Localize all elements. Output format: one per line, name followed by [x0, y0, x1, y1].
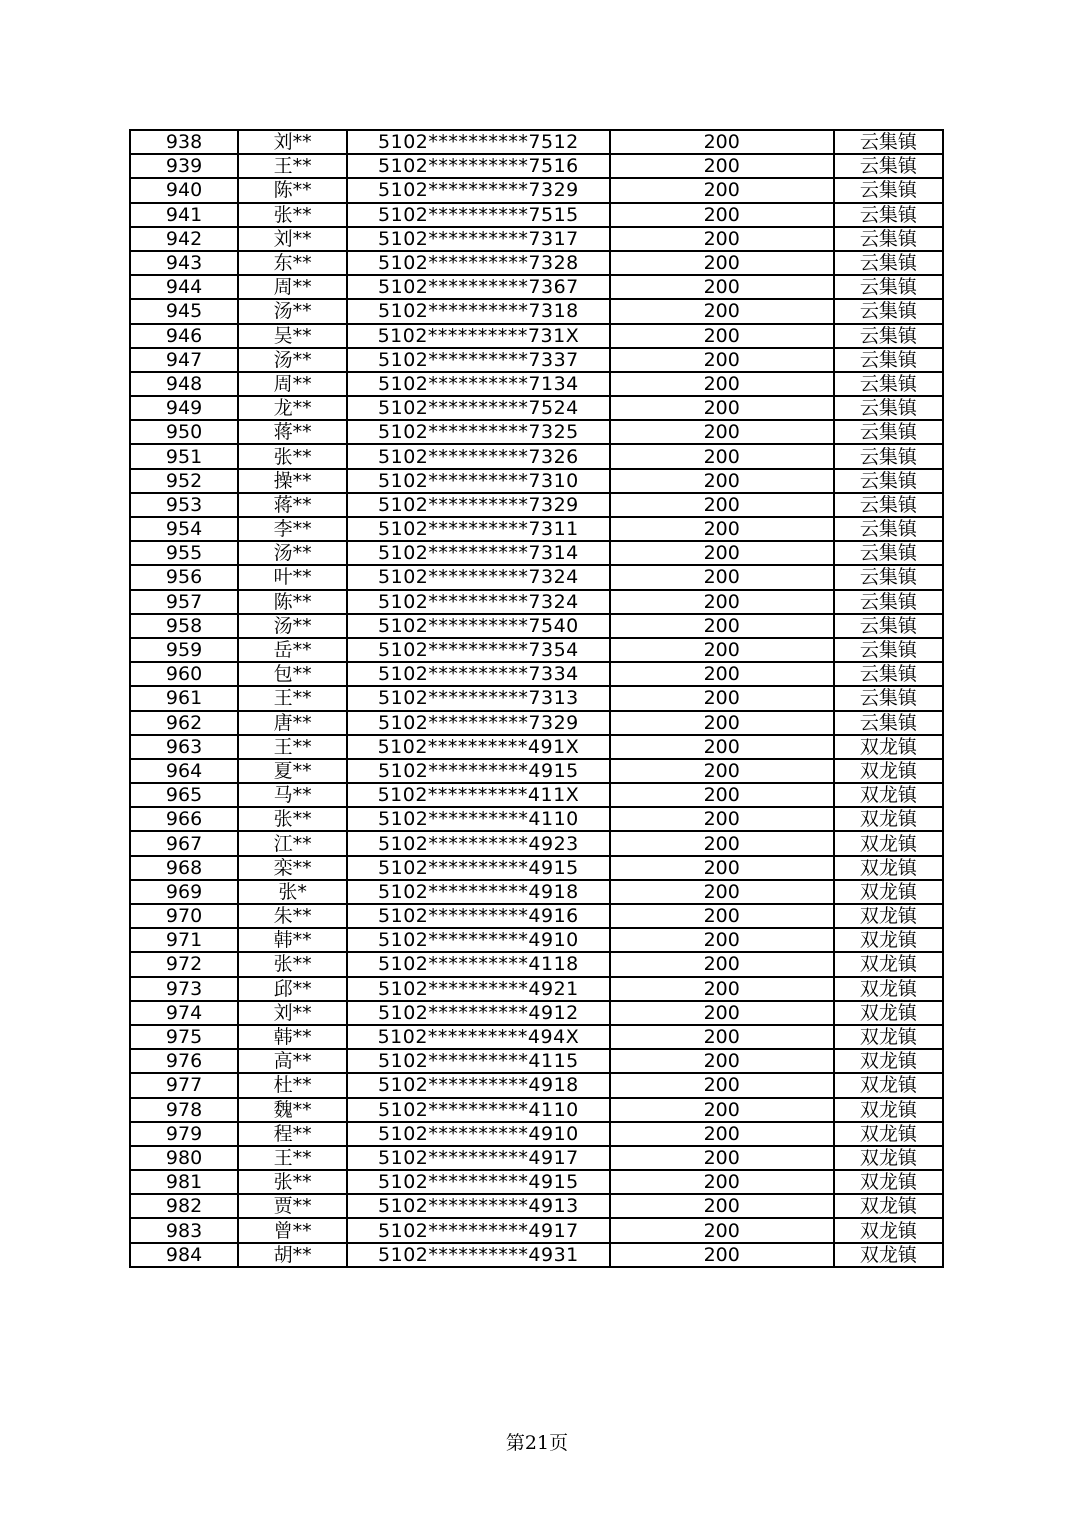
row-number-cell: 960 [130, 662, 238, 686]
row-number-cell: 961 [130, 686, 238, 710]
id-number-cell: 5102**********4913 [347, 1194, 609, 1218]
id-number-cell: 5102**********7329 [347, 711, 609, 735]
table-row [130, 493, 943, 517]
table-row [130, 880, 943, 904]
amount-cell: 200 [610, 1194, 834, 1218]
town-cell: 双龙镇 [834, 1146, 943, 1170]
id-number-cell: 5102**********7516 [347, 154, 609, 178]
row-number-cell: 959 [130, 638, 238, 662]
town-cell: 双龙镇 [834, 856, 943, 880]
town-cell: 双龙镇 [834, 904, 943, 928]
amount-cell: 200 [610, 372, 834, 396]
name-cell: 夏** [238, 759, 347, 783]
row-number-cell: 943 [130, 251, 238, 275]
row-number-cell: 984 [130, 1243, 238, 1267]
town-cell: 双龙镇 [834, 977, 943, 1001]
name-cell: 朱** [238, 904, 347, 928]
amount-cell: 200 [610, 444, 834, 468]
town-cell: 云集镇 [834, 565, 943, 589]
town-cell: 云集镇 [834, 299, 943, 323]
town-cell: 云集镇 [834, 227, 943, 251]
town-cell: 云集镇 [834, 662, 943, 686]
table-row [130, 1170, 943, 1194]
id-number-cell: 5102**********4918 [347, 1073, 609, 1097]
row-number-cell: 954 [130, 517, 238, 541]
table-row [130, 1146, 943, 1170]
row-number-cell: 981 [130, 1170, 238, 1194]
id-number-cell: 5102**********7134 [347, 372, 609, 396]
table-row [130, 203, 943, 227]
town-cell: 云集镇 [834, 178, 943, 202]
page-footer [0, 1428, 1074, 1455]
town-cell: 双龙镇 [834, 952, 943, 976]
id-number-cell: 5102**********7313 [347, 686, 609, 710]
town-cell: 双龙镇 [834, 831, 943, 855]
town-cell: 云集镇 [834, 251, 943, 275]
row-number-cell: 982 [130, 1194, 238, 1218]
amount-cell: 200 [610, 1243, 834, 1267]
amount-cell: 200 [610, 541, 834, 565]
table-row [130, 1001, 943, 1025]
town-cell: 双龙镇 [834, 928, 943, 952]
town-cell: 云集镇 [834, 638, 943, 662]
id-number-cell: 5102**********4931 [347, 1243, 609, 1267]
row-number-cell: 976 [130, 1049, 238, 1073]
id-number-cell: 5102**********4110 [347, 807, 609, 831]
id-number-cell: 5102**********7314 [347, 541, 609, 565]
amount-cell: 200 [610, 783, 834, 807]
table-row [130, 856, 943, 880]
table-row [130, 807, 943, 831]
row-number-cell: 964 [130, 759, 238, 783]
id-number-cell: 5102**********7324 [347, 590, 609, 614]
amount-cell: 200 [610, 1098, 834, 1122]
name-cell: 邱** [238, 977, 347, 1001]
name-cell: 蒋** [238, 420, 347, 444]
name-cell: 栾** [238, 856, 347, 880]
name-cell: 蒋** [238, 493, 347, 517]
id-number-cell: 5102**********4923 [347, 831, 609, 855]
table-row [130, 662, 943, 686]
row-number-cell: 952 [130, 469, 238, 493]
id-number-cell: 5102**********411X [347, 783, 609, 807]
table-row [130, 928, 943, 952]
name-cell: 王** [238, 686, 347, 710]
name-cell: 张** [238, 952, 347, 976]
amount-cell: 200 [610, 1146, 834, 1170]
row-number-cell: 977 [130, 1073, 238, 1097]
table-row [130, 178, 943, 202]
name-cell: 程** [238, 1122, 347, 1146]
table-row [130, 275, 943, 299]
name-cell: 汤** [238, 614, 347, 638]
id-number-cell: 5102**********4110 [347, 1098, 609, 1122]
town-cell: 云集镇 [834, 396, 943, 420]
row-number-cell: 965 [130, 783, 238, 807]
table-row [130, 420, 943, 444]
amount-cell: 200 [610, 952, 834, 976]
row-number-cell: 946 [130, 324, 238, 348]
amount-cell: 200 [610, 517, 834, 541]
amount-cell: 200 [610, 856, 834, 880]
id-number-cell: 5102**********4915 [347, 856, 609, 880]
id-number-cell: 5102**********7512 [347, 130, 609, 154]
table-row [130, 1218, 943, 1242]
town-cell: 双龙镇 [834, 1049, 943, 1073]
row-number-cell: 947 [130, 348, 238, 372]
name-cell: 魏** [238, 1098, 347, 1122]
id-number-cell: 5102**********7325 [347, 420, 609, 444]
town-cell: 双龙镇 [834, 1122, 943, 1146]
name-cell: 周** [238, 372, 347, 396]
table-row [130, 1243, 943, 1267]
row-number-cell: 942 [130, 227, 238, 251]
row-number-cell: 940 [130, 178, 238, 202]
amount-cell: 200 [610, 1170, 834, 1194]
id-number-cell: 5102**********4917 [347, 1146, 609, 1170]
row-number-cell: 944 [130, 275, 238, 299]
table-row [130, 565, 943, 589]
amount-cell: 200 [610, 203, 834, 227]
amount-cell: 200 [610, 759, 834, 783]
name-cell: 贾** [238, 1194, 347, 1218]
table-row [130, 614, 943, 638]
id-number-cell: 5102**********7310 [347, 469, 609, 493]
table-row [130, 590, 943, 614]
row-number-cell: 972 [130, 952, 238, 976]
row-number-cell: 953 [130, 493, 238, 517]
row-number-cell: 968 [130, 856, 238, 880]
amount-cell: 200 [610, 614, 834, 638]
id-number-cell: 5102**********4918 [347, 880, 609, 904]
amount-cell: 200 [610, 686, 834, 710]
table-row [130, 1073, 943, 1097]
name-cell: 张** [238, 807, 347, 831]
amount-cell: 200 [610, 324, 834, 348]
town-cell: 双龙镇 [834, 783, 943, 807]
name-cell: 唐** [238, 711, 347, 735]
town-cell: 云集镇 [834, 154, 943, 178]
name-cell: 张** [238, 444, 347, 468]
amount-cell: 200 [610, 493, 834, 517]
town-cell: 云集镇 [834, 444, 943, 468]
table-row [130, 324, 943, 348]
id-number-cell: 5102**********7326 [347, 444, 609, 468]
id-number-cell: 5102**********7334 [347, 662, 609, 686]
amount-cell: 200 [610, 227, 834, 251]
amount-cell: 200 [610, 807, 834, 831]
id-number-cell: 5102**********7354 [347, 638, 609, 662]
town-cell: 云集镇 [834, 372, 943, 396]
row-number-cell: 975 [130, 1025, 238, 1049]
amount-cell: 200 [610, 348, 834, 372]
town-cell: 云集镇 [834, 517, 943, 541]
amount-cell: 200 [610, 130, 834, 154]
town-cell: 云集镇 [834, 686, 943, 710]
town-cell: 双龙镇 [834, 1025, 943, 1049]
amount-cell: 200 [610, 880, 834, 904]
id-number-cell: 5102**********7524 [347, 396, 609, 420]
town-cell: 云集镇 [834, 203, 943, 227]
id-number-cell: 5102**********731X [347, 324, 609, 348]
id-number-cell: 5102**********7329 [347, 178, 609, 202]
name-cell: 王** [238, 735, 347, 759]
row-number-cell: 941 [130, 203, 238, 227]
id-number-cell: 5102**********7367 [347, 275, 609, 299]
table-row [130, 735, 943, 759]
town-cell: 双龙镇 [834, 1170, 943, 1194]
id-number-cell: 5102**********494X [347, 1025, 609, 1049]
row-number-cell: 973 [130, 977, 238, 1001]
id-number-cell: 5102**********7540 [347, 614, 609, 638]
row-number-cell: 949 [130, 396, 238, 420]
amount-cell: 200 [610, 1025, 834, 1049]
town-cell: 云集镇 [834, 324, 943, 348]
id-number-cell: 5102**********7324 [347, 565, 609, 589]
table-row [130, 904, 943, 928]
table-row [130, 831, 943, 855]
town-cell: 双龙镇 [834, 880, 943, 904]
town-cell: 云集镇 [834, 420, 943, 444]
row-number-cell: 958 [130, 614, 238, 638]
row-number-cell: 939 [130, 154, 238, 178]
amount-cell: 200 [610, 1218, 834, 1242]
id-number-cell: 5102**********4915 [347, 1170, 609, 1194]
row-number-cell: 963 [130, 735, 238, 759]
id-number-cell: 5102**********4118 [347, 952, 609, 976]
amount-cell: 200 [610, 831, 834, 855]
name-cell: 王** [238, 1146, 347, 1170]
table-row [130, 396, 943, 420]
row-number-cell: 957 [130, 590, 238, 614]
table-row [130, 299, 943, 323]
id-number-cell: 5102**********4912 [347, 1001, 609, 1025]
roster-table [129, 129, 944, 1268]
table-row [130, 517, 943, 541]
id-number-cell: 5102**********491X [347, 735, 609, 759]
amount-cell: 200 [610, 904, 834, 928]
table-row [130, 1049, 943, 1073]
id-number-cell: 5102**********4915 [347, 759, 609, 783]
row-number-cell: 979 [130, 1122, 238, 1146]
name-cell: 叶** [238, 565, 347, 589]
amount-cell: 200 [610, 420, 834, 444]
row-number-cell: 945 [130, 299, 238, 323]
name-cell: 包** [238, 662, 347, 686]
amount-cell: 200 [610, 154, 834, 178]
table-row [130, 154, 943, 178]
table-row [130, 977, 943, 1001]
town-cell: 双龙镇 [834, 807, 943, 831]
row-number-cell: 955 [130, 541, 238, 565]
row-number-cell: 962 [130, 711, 238, 735]
table-row [130, 638, 943, 662]
amount-cell: 200 [610, 1122, 834, 1146]
table-row [130, 469, 943, 493]
name-cell: 陈** [238, 178, 347, 202]
table-row [130, 1098, 943, 1122]
table-row [130, 686, 943, 710]
name-cell: 高** [238, 1049, 347, 1073]
row-number-cell: 967 [130, 831, 238, 855]
amount-cell: 200 [610, 396, 834, 420]
town-cell: 双龙镇 [834, 1001, 943, 1025]
id-number-cell: 5102**********4910 [347, 1122, 609, 1146]
table-row [130, 372, 943, 396]
amount-cell: 200 [610, 565, 834, 589]
name-cell: 龙** [238, 396, 347, 420]
table-row [130, 1025, 943, 1049]
row-number-cell: 956 [130, 565, 238, 589]
town-cell: 云集镇 [834, 130, 943, 154]
name-cell: 汤** [238, 299, 347, 323]
id-number-cell: 5102**********7337 [347, 348, 609, 372]
name-cell: 曾** [238, 1218, 347, 1242]
town-cell: 云集镇 [834, 493, 943, 517]
row-number-cell: 948 [130, 372, 238, 396]
table-row [130, 541, 943, 565]
name-cell: 刘** [238, 130, 347, 154]
table-row [130, 348, 943, 372]
row-number-cell: 980 [130, 1146, 238, 1170]
table-row [130, 227, 943, 251]
table-row [130, 711, 943, 735]
name-cell: 刘** [238, 227, 347, 251]
table-row [130, 1122, 943, 1146]
amount-cell: 200 [610, 251, 834, 275]
name-cell: 吴** [238, 324, 347, 348]
amount-cell: 200 [610, 735, 834, 759]
name-cell: 岳** [238, 638, 347, 662]
name-cell: 张* [238, 880, 347, 904]
id-number-cell: 5102**********7311 [347, 517, 609, 541]
id-number-cell: 5102**********7318 [347, 299, 609, 323]
id-number-cell: 5102**********7329 [347, 493, 609, 517]
town-cell: 双龙镇 [834, 1218, 943, 1242]
town-cell: 云集镇 [834, 541, 943, 565]
id-number-cell: 5102**********4921 [347, 977, 609, 1001]
town-cell: 双龙镇 [834, 1098, 943, 1122]
table-row [130, 759, 943, 783]
id-number-cell: 5102**********7328 [347, 251, 609, 275]
table-row [130, 783, 943, 807]
table-row [130, 952, 943, 976]
town-cell: 云集镇 [834, 469, 943, 493]
town-cell: 双龙镇 [834, 1194, 943, 1218]
row-number-cell: 966 [130, 807, 238, 831]
id-number-cell: 5102**********7317 [347, 227, 609, 251]
name-cell: 张** [238, 203, 347, 227]
town-cell: 双龙镇 [834, 1243, 943, 1267]
amount-cell: 200 [610, 275, 834, 299]
name-cell: 王** [238, 154, 347, 178]
town-cell: 云集镇 [834, 348, 943, 372]
amount-cell: 200 [610, 469, 834, 493]
town-cell: 云集镇 [834, 275, 943, 299]
name-cell: 东** [238, 251, 347, 275]
table-row [130, 251, 943, 275]
id-number-cell: 5102**********4916 [347, 904, 609, 928]
amount-cell: 200 [610, 928, 834, 952]
name-cell: 操** [238, 469, 347, 493]
row-number-cell: 971 [130, 928, 238, 952]
table-row [130, 130, 943, 154]
name-cell: 张** [238, 1170, 347, 1194]
row-number-cell: 970 [130, 904, 238, 928]
row-number-cell: 938 [130, 130, 238, 154]
name-cell: 韩** [238, 1025, 347, 1049]
row-number-cell: 951 [130, 444, 238, 468]
row-number-cell: 974 [130, 1001, 238, 1025]
amount-cell: 200 [610, 1049, 834, 1073]
page-number-label: 第21页 [505, 1432, 569, 1454]
name-cell: 杜** [238, 1073, 347, 1097]
town-cell: 双龙镇 [834, 759, 943, 783]
town-cell: 双龙镇 [834, 735, 943, 759]
amount-cell: 200 [610, 662, 834, 686]
name-cell: 周** [238, 275, 347, 299]
amount-cell: 200 [610, 178, 834, 202]
id-number-cell: 5102**********4917 [347, 1218, 609, 1242]
name-cell: 李** [238, 517, 347, 541]
row-number-cell: 983 [130, 1218, 238, 1242]
id-number-cell: 5102**********4115 [347, 1049, 609, 1073]
name-cell: 胡** [238, 1243, 347, 1267]
town-cell: 云集镇 [834, 590, 943, 614]
town-cell: 云集镇 [834, 711, 943, 735]
amount-cell: 200 [610, 1001, 834, 1025]
id-number-cell: 5102**********7515 [347, 203, 609, 227]
name-cell: 韩** [238, 928, 347, 952]
amount-cell: 200 [610, 638, 834, 662]
row-number-cell: 950 [130, 420, 238, 444]
table-row [130, 1194, 943, 1218]
town-cell: 云集镇 [834, 614, 943, 638]
amount-cell: 200 [610, 1073, 834, 1097]
name-cell: 陈** [238, 590, 347, 614]
amount-cell: 200 [610, 711, 834, 735]
row-number-cell: 978 [130, 1098, 238, 1122]
name-cell: 江** [238, 831, 347, 855]
name-cell: 汤** [238, 541, 347, 565]
amount-cell: 200 [610, 299, 834, 323]
name-cell: 马** [238, 783, 347, 807]
name-cell: 汤** [238, 348, 347, 372]
row-number-cell: 969 [130, 880, 238, 904]
amount-cell: 200 [610, 977, 834, 1001]
amount-cell: 200 [610, 590, 834, 614]
town-cell: 双龙镇 [834, 1073, 943, 1097]
roster-table-body [130, 130, 943, 1267]
table-row [130, 444, 943, 468]
name-cell: 刘** [238, 1001, 347, 1025]
id-number-cell: 5102**********4910 [347, 928, 609, 952]
